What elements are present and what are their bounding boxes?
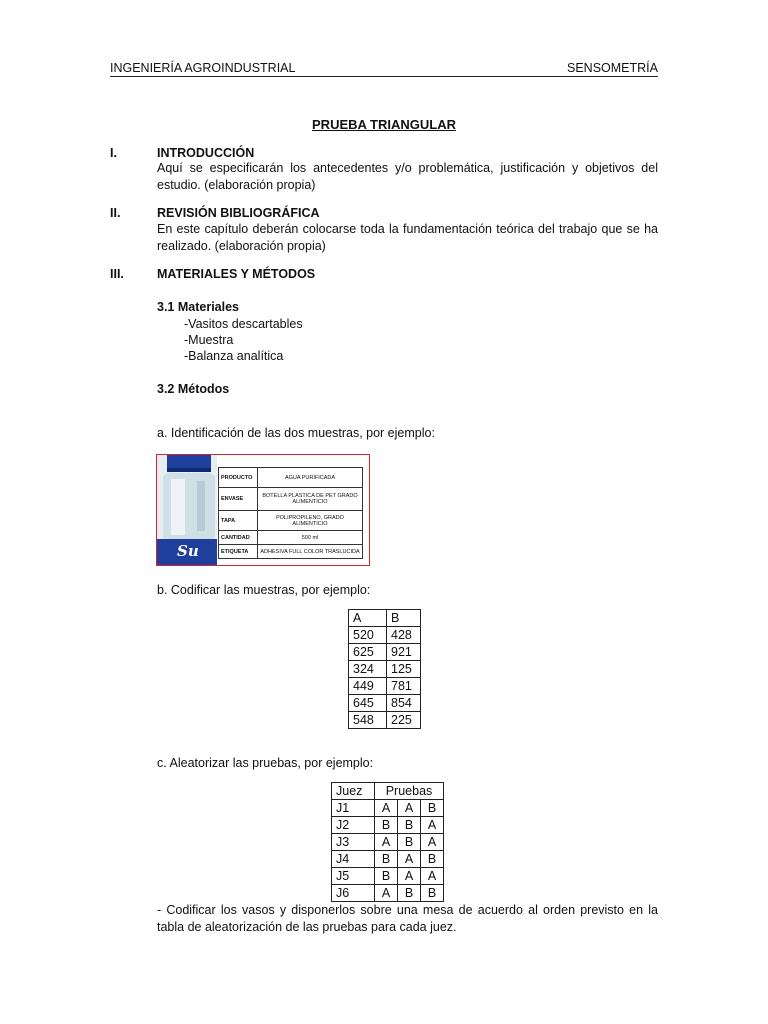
table-row: 520 428: [349, 627, 421, 644]
table-row: J3 A B A: [332, 834, 444, 851]
table-row: J5 B A A: [332, 868, 444, 885]
step-c-text: c. Aleatorizar las pruebas, por ejemplo:: [157, 756, 374, 770]
column-header: A: [349, 610, 387, 627]
header-left: INGENIERÍA AGROINDUSTRIAL: [110, 61, 296, 75]
materials-item: -Muestra: [184, 333, 234, 347]
section-2-title: REVISIÓN BIBLIOGRÁFICA: [157, 206, 320, 220]
final-instruction-text: - Codificar los vasos y disponerlos sobre una mesa de acuerdo al orden previsto en la tabla de aleatorización de las pruebas para cada juez.: [157, 903, 658, 934]
document-title: PRUEBA TRIANGULAR: [312, 117, 456, 132]
page-header: [110, 61, 658, 77]
section-2-text: En este capítulo deberán colocarse toda la fundamentación teórica del trabajo que se ha realizado. (elaboración propia): [157, 222, 658, 253]
label-row: ENVASE BOTELLA PLASTICA DE PET GRADO ALIMENTICIO: [219, 488, 363, 511]
table-header-row: [332, 783, 444, 800]
codes-table: [348, 609, 421, 729]
product-image: [156, 454, 370, 566]
table-header-row: [349, 610, 421, 627]
table-row: 449 781: [349, 678, 421, 695]
column-header: Juez: [332, 783, 375, 800]
table-row: 548 225: [349, 712, 421, 729]
section-2-number: II.: [110, 206, 121, 220]
brand-text: Su: [177, 542, 199, 560]
column-header: Pruebas: [375, 783, 444, 800]
step-a-text: a. Identificación de las dos muestras, por ejemplo:: [157, 426, 435, 440]
header-right: SENSOMETRÍA: [567, 61, 658, 75]
section-1-title: INTRODUCCIÓN: [157, 146, 255, 160]
section-1-text: Aquí se especificarán los antecedentes y/o problemática, justificación y objetivos del estudio. (elaboración propia): [157, 161, 658, 192]
table-row: J2 B B A: [332, 817, 444, 834]
section-3-number: III.: [110, 267, 124, 281]
label-row: TAPA POLIPROPILENO, GRADO ALIMENTICIO: [219, 511, 363, 531]
label-row: PRODUCTO AGUA PURIFICADA: [219, 468, 363, 488]
materials-heading: 3.1 Materiales: [157, 300, 239, 314]
randomization-table: [331, 782, 444, 902]
step-b-text: b. Codificar las muestras, por ejemplo:: [157, 583, 371, 597]
section-3-title: MATERIALES Y MÉTODOS: [157, 267, 316, 281]
section-1-number: I.: [110, 146, 117, 160]
materials-item: -Balanza analítica: [184, 349, 284, 363]
table-row: J6 A B B: [332, 885, 444, 902]
table-row: 645 854: [349, 695, 421, 712]
table-row: J4 B A B: [332, 851, 444, 868]
label-row: CANTIDAD 500 ml: [219, 531, 363, 545]
methods-heading: 3.2 Métodos: [157, 382, 230, 396]
table-row: 625 921: [349, 644, 421, 661]
materials-item: -Vasitos descartables: [184, 317, 303, 331]
table-row: J1 A A B: [332, 800, 444, 817]
column-header: B: [387, 610, 421, 627]
label-row: ETIQUETA ADHESIVA FULL COLOR TRASLUCIDA: [219, 545, 363, 559]
table-row: 324 125: [349, 661, 421, 678]
product-label-table: [218, 467, 363, 559]
